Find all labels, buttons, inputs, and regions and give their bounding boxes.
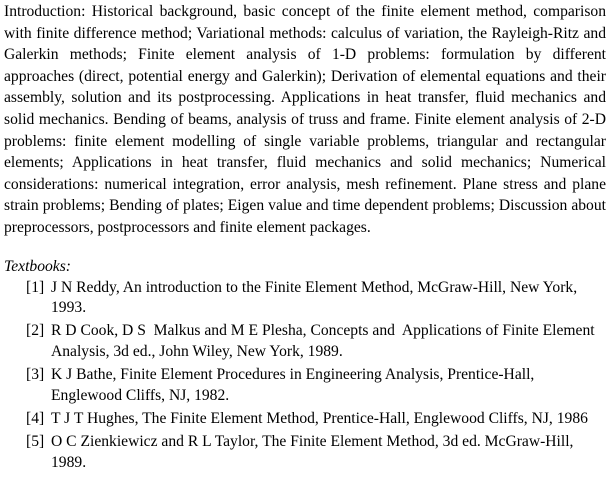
textbook-item-5 [4,432,606,473]
textbook-item-4 [4,409,606,430]
textbook-number: [5] [26,433,45,451]
textbook-citation: T J T Hughes, The Finite Element Method, Prentice-Hall, Englewood Cliffs, NJ, 1986 [51,409,588,427]
textbook-citation: O C Zienkiewicz and R L Taylor, The Finite Element Method, 3d ed. McGraw-Hill, 1989. [51,433,574,471]
textbook-number: [1] [26,278,45,296]
textbook-item-2 [4,321,606,362]
textbook-number: [3] [26,366,45,384]
textbook-citation: R D Cook, D S Malkus and M E Plesha, Concepts and Applications of Finite Element Analysis, 3d ed., John Wiley, New York, 1989. [51,322,598,360]
textbook-item-1 [4,278,606,319]
textbook-citation: K J Bathe, Finite Element Procedures in Engineering Analysis, Prentice-Hall, Englewood Cliffs, NJ, 1982. [51,366,535,404]
textbooks-list [4,278,606,474]
textbooks-heading: Textbooks: [4,257,71,275]
textbook-citation: J N Reddy, An introduction to the Finite Element Method, McGraw-Hill, New York, 1993. [51,278,578,317]
textbook-number: [2] [26,322,45,340]
syllabus-paragraph: Introduction: Historical background, basic concept of the finite element method, comparison with finite difference method; Variational methods: calculus of variation, the Rayleigh-Ritz and Galerkin methods; Finite element analysis of 1-D problems: formulation by different approaches (direct, potential energy and Galerkin); Derivation of elemental equations and their assembly, solution and its postprocessing. Applications in heat transfer, fluid mechanics and solid mechanics. Bending of beams, analysis of truss and frame. Finite element analysis of 2-D problems: finite element modelling of single variable problems, triangular and rectangular elements; Applications in heat transfer, fluid mechanics and solid mechanics; Numerical considerations: numerical integration, error analysis, mesh refinement. Plane stress and plane strain problems; Bending of plates; Eigen value and time dependent problems; Discussion about preprocessors, postprocessors and finite element packages. [4,3,606,236]
textbook-number: [4] [26,409,45,427]
textbook-item-3 [4,365,606,406]
